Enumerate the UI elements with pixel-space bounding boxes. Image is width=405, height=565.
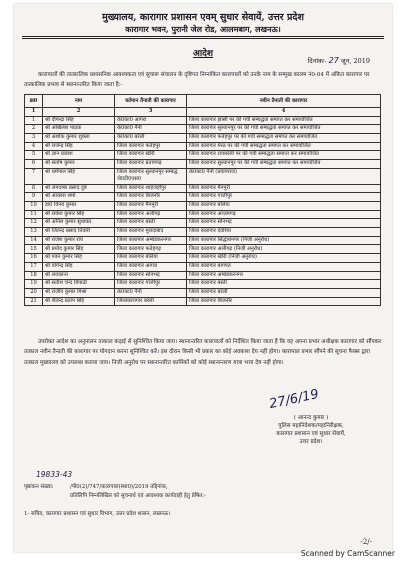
row-name: श्री दीपेन्द्रा सिंह [43,116,115,125]
col-header-serial: क्र0 [25,95,43,108]
row-name: श्री प्रमोद कुमार सिंह [43,245,115,254]
row-new-posting: जिला कारागार बिजनौर [187,297,381,306]
table-row [25,151,381,160]
row-current-posting: जिला कारागार सोनभद्र [115,271,187,280]
row-current-posting: जिला कारागार अम्बेडकरनगर [115,236,187,245]
row-name: डा0 विनय कुमार [43,202,115,211]
table-row [25,219,381,228]
row-serial: 8 [25,184,43,193]
row-serial: 2 [25,125,43,134]
row-name: श्री ज्ञान प्रकाश [43,151,115,160]
table-row [25,297,381,306]
row-name: श्री शैलेन्द्र प्रताप सिंह [43,297,115,306]
row-serial: 12 [25,219,43,228]
row-current-posting: जिला कारागार बस्ती [115,219,187,228]
endorsement-block [24,483,384,500]
date-day-handwritten: 27 [328,56,339,65]
row-serial: 18 [25,271,43,280]
row-new-posting: जिला कारागार मैनपुरी [187,184,381,193]
col-number: 3 [115,108,187,117]
row-current-posting: के0का0 बरेली [115,133,187,142]
row-current-posting: जिला कारागार सुल्तानपुर सम्बद्ध जे0टी0एस0 [115,168,187,184]
row-new-posting: जिला कारागार सिद्धार्थनगर (निजी अनुरोध) [187,236,381,245]
table-body [25,116,381,306]
row-current-posting: जिला कारागार खीरी [115,151,187,160]
row-name: श्री सतीश चन्द त्रिपाठी [43,280,115,289]
row-name: श्री राजीव कुमार मिश्रा [43,288,115,297]
instruction-paragraph: उपरोक्त आदेश का अनुपालन तत्काल कड़ाई से सुनिश्चित किया जाय। स्थानान्तरित कारापालों को निर्देशित किया जाता है कि वह अपना प्रभार अधीक्षक कारागार को सौंपकर तत्काल नवीन तैनाती की कारागार पर योगदान करना सुनिश्चित करें। इस दौरान किसी भी प्रकार का कोई अवकाश देय नहीं होगा। कारापाल प्रभार सौंपने की सूचना फैक्स द्वारा तत्काल मुख्यालय को उपलब्ध कराया जाय। निजी अनुरोध पर स्थानान्तरित कार्मिकों को कोई स्थानान्तरण यात्रा भत्ता देय नहीं होगा। [24,339,382,366]
row-serial: 4 [25,142,43,151]
row-current-posting: जिला कारागार आगरा [115,262,187,271]
row-serial: 5 [25,151,43,160]
table-row [25,288,381,297]
table-row [25,262,381,271]
row-serial: 20 [25,288,43,297]
signatory-place: उत्तर प्रदेश। [299,439,323,445]
table-row [25,159,381,168]
row-current-posting: जिला कारागार बलिया [115,254,187,263]
row-current-posting: जिला कारागार मैनपुरी [115,202,187,211]
row-name: श्री अखिलेश पाठक [43,125,115,134]
signatory-designation: पुलिस महानिदेशक/महानिरीक्षक, [278,423,344,429]
row-serial: 1 [25,116,43,125]
scanner-watermark: Scanned by CamScanner [300,549,395,558]
handwritten-signature: 27/6/19 [267,386,321,413]
table-row [25,133,381,142]
col-number: 4 [187,108,381,117]
col-header-name: नाम [43,95,115,108]
table-row [25,210,381,219]
row-current-posting: जिला कारागार फतेहपुर [115,142,187,151]
row-serial: 9 [25,193,43,202]
row-new-posting: जिला कारागार बरेली [187,288,381,297]
row-name: श्री धर्मपाल सिंह [43,168,115,184]
table-column-number-row [25,108,381,117]
row-current-posting: जिला कारागार प्रतापगढ़ [115,159,187,168]
endorsement-label: पृष्ठांकन संख्या: [24,484,54,490]
row-new-posting: जिला कारागार सोनभद्र [187,219,381,228]
row-name: श्री राकेश कुमार सिंह [43,210,115,219]
row-name: श्री जगदम्बा प्रसाद दुबे [43,184,115,193]
row-name: श्री जितेन्द्र प्रसाद तिवारी [43,228,115,237]
row-name: श्री योगेन्द्र सिंह [43,262,115,271]
row-new-posting: जिला कारागार बस्ती [187,280,381,289]
row-serial: 6 [25,159,43,168]
intro-paragraph: कारापालों की तात्कालिक प्रशासनिक आवश्यकता एवं सुचारू संचालन के दृष्टिगत निम्नांकित कारापालों को उनके नाम के सम्मुख कालम नं0-04 में अंकित कारागार पर तात्कालिक प्रभाव से स्थानान्तरित किया जाता है:- [24,72,370,88]
table-row [25,271,381,280]
row-new-posting: जिला कारागार सुल्तानपुर पर की गयी सम्बद्धता समाप्त कर समायोजित [187,125,381,134]
signatory-office: कारागार प्रशासन एवं सुधार सेवायें, [276,431,346,437]
row-name: श्री अनिल कुमार सुधाकर [43,219,115,228]
col-number: 2 [43,108,115,117]
signatory-name: ( आनन्द कुमार ) [293,415,329,421]
table-row [25,202,381,211]
col-number: 1 [25,108,43,117]
handwritten-dispatch-number: 19833-43 [36,470,73,479]
row-new-posting: जिला कारागार अलीगढ़ (निजी अनुरोध) [187,245,381,254]
row-new-posting: जिला कारागार खीरी (निजी अनुरोध) [187,254,381,263]
department-header: मुख्यालय, कारागार प्रशासन एवम् सुधार सेवायें, उत्तर प्रदेश [102,12,304,23]
row-current-posting: जिलाकारागार बरेली [115,297,187,306]
copy-to-line: प्रतिलिपि निम्नलिखित को सूचनार्थ एवं आवश्यक कार्यवाही हेतु प्रेषित:- [70,492,206,499]
row-current-posting: जिला कारागार मुरादाबाद [115,228,187,237]
row-current-posting: जिला कारागार शाहजहाँपुर [115,184,187,193]
row-new-posting: जिला कारागार गाजीपुर [187,193,381,202]
row-current-posting: जिला कारागार अलीगढ़ [115,210,187,219]
row-current-posting: के0का0 नैनी [115,125,187,134]
table-row [25,236,381,245]
row-serial: 15 [25,245,43,254]
row-current-posting: जिला कारागार फतेहगढ़ [115,245,187,254]
order-title: आदेश [192,49,214,59]
row-name: श्री संतोष कुमार [43,159,115,168]
endorsement-number: /पी0(2)/747/कारापाल(स्था0)/2019 तद्दिनांक, [70,484,168,490]
row-new-posting: जिला कारागार देवरिया [187,228,381,237]
row-current-posting: जिला कारागार बिजनौर [115,193,187,202]
row-new-posting: जिला कारागार मेरठ पर की गयी सम्बद्धता समाप्त कर समायोजित [187,142,381,151]
row-new-posting: जिला कारागार रायबरेली पर की गयी सम्बद्धता समाप्त कर समायोजित [187,151,381,160]
row-name: श्री राजेश कुमार राय [43,236,115,245]
row-serial: 19 [25,280,43,289]
row-new-posting: जिला कारागार फतेहपुर पर की गयी सम्बद्धता समाप्त कर समायोजित [187,133,381,142]
row-serial: 14 [25,236,43,245]
table-row [25,245,381,254]
copy-recipient-1: 1- सचिव, कारागार प्रशासन एवं सुधार विभाग, उत्तर प्रदेश शासन, लखनऊ। [24,511,171,517]
row-new-posting: के0का0 नैनी (प्रयागराज) [187,168,381,184]
table-row [25,193,381,202]
row-serial: 17 [25,262,43,271]
row-name: श्री राजेन्द्र सिंह [43,142,115,151]
table-header-row [25,95,381,108]
row-name: श्री आकाश शर्मा [43,193,115,202]
row-serial: 13 [25,228,43,237]
table-row [25,168,381,184]
date-prefix: दिनांकः- [307,57,327,65]
date-rest: जून, 2019 [340,57,370,65]
order-date [308,56,370,65]
row-serial: 16 [25,254,43,263]
row-current-posting: के0का0 आगरा [115,116,187,125]
row-new-posting: जिला कारागार बागपत [187,262,381,271]
header-rule-top [22,36,384,37]
row-name: श्री अशोक कुमार शुक्ला [43,133,115,142]
page-number: -2/- [360,538,372,546]
table-row [25,280,381,289]
col-header-current-posting: वर्तमान तैनाती की कारागार [115,95,187,108]
table-row [25,142,381,151]
transfer-table [24,94,381,306]
table-row [25,184,381,193]
row-new-posting: जिला कारागार अम्बेडकरनगर [187,271,381,280]
table-row [25,254,381,263]
department-address: कारागार भवन, पुरानी जेल रोड, आलमबाग, लखनऊ। [125,24,281,34]
table-row [25,228,381,237]
row-new-posting: जिला कारागार बलिया [187,202,381,211]
row-new-posting: जिला कारागार सुल्तानपुर पर की गयी सम्बद्धता समाप्त कर समायोजित [187,159,381,168]
row-current-posting: के0का0 नैनी [115,288,187,297]
table-row [25,116,381,125]
row-serial: 21 [25,297,43,306]
col-header-new-posting: नवीन तैनाती की कारागार [187,95,381,108]
row-new-posting: जिला कारागार झांसी पर की गयी सम्बद्धता समाप्त कर समायोजित [187,116,381,125]
row-serial: 3 [25,133,43,142]
signature-block [246,414,376,446]
row-name: श्री लवकान्त [43,271,115,280]
row-new-posting: जिला कारागार आजमगढ़ [187,210,381,219]
row-serial: 7 [25,168,43,184]
header-rule-bottom [22,38,384,39]
scanned-document-page [14,4,392,552]
row-serial: 11 [25,210,43,219]
row-current-posting: जिला कारागार गाजीपुर [115,280,187,289]
row-serial: 10 [25,202,43,211]
table-row [25,125,381,134]
row-name: श्री पवन कुमार सिंह [43,254,115,263]
